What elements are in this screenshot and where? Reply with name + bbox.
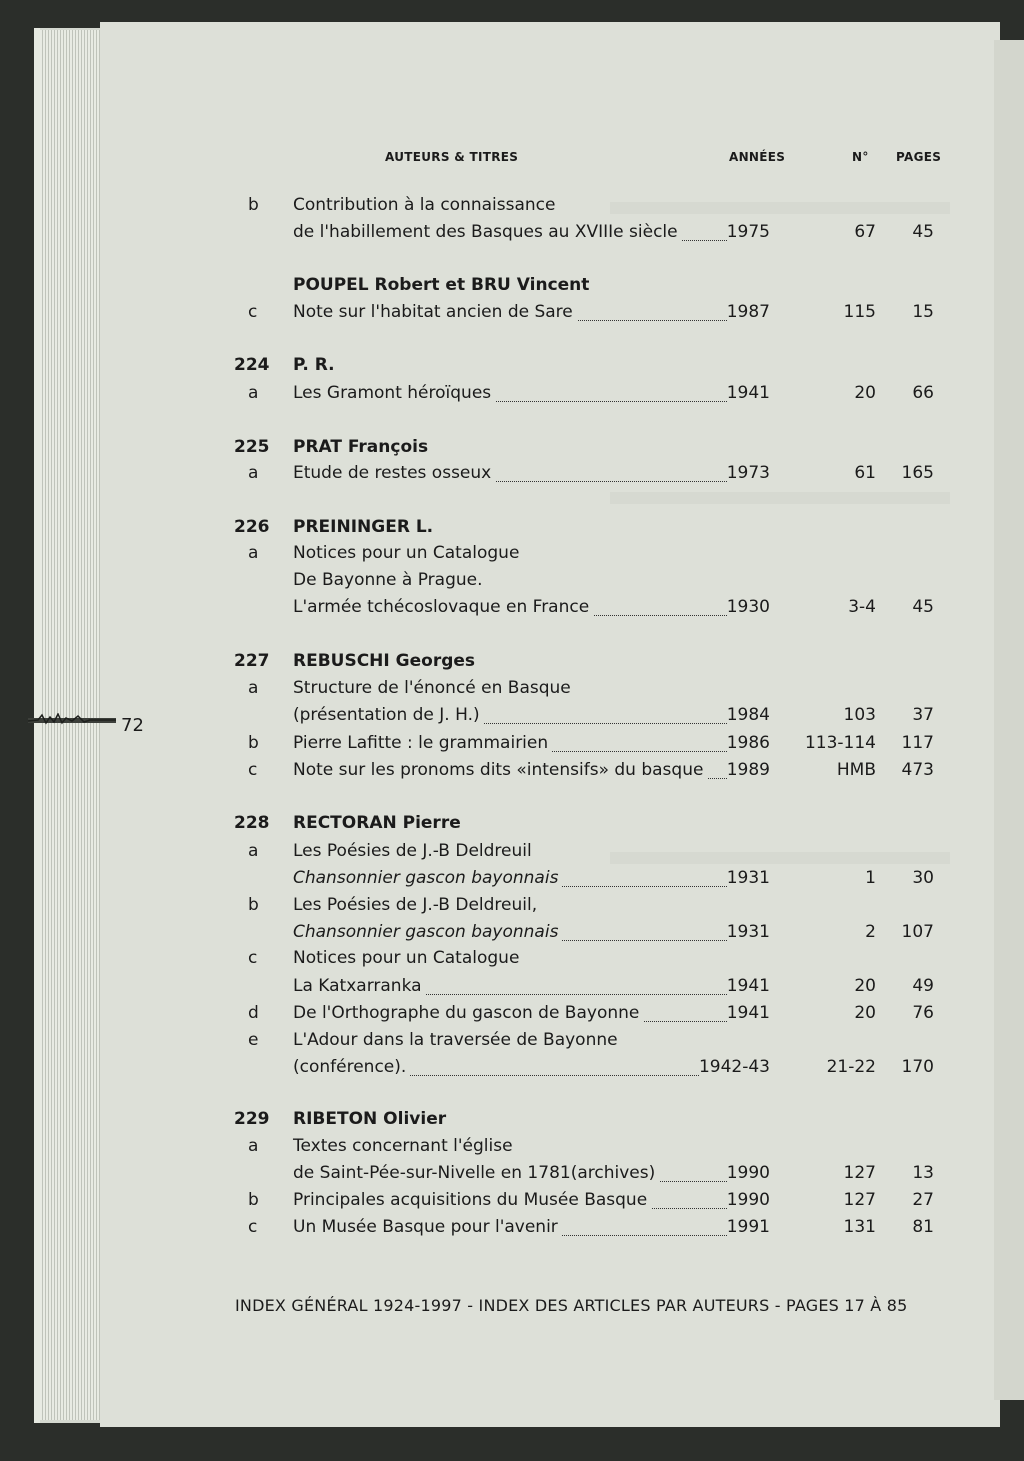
entry-number: 229 (234, 1109, 270, 1129)
header-number: N° (852, 150, 869, 164)
publication-year: 1941 (727, 1003, 774, 1023)
entry-letter: c (248, 302, 258, 322)
bleed-through-text (610, 492, 950, 504)
entry-letter: b (248, 733, 259, 753)
article-title: Structure de l'énoncé en Basque (293, 678, 575, 698)
article-title: Contribution à la connaissance (293, 195, 559, 215)
issue-number: 20 (854, 1003, 876, 1023)
issue-number: 21-22 (826, 1057, 876, 1077)
entry-letter: a (248, 1136, 259, 1156)
article-title: Note sur l'habitat ancien de Sare (293, 302, 577, 322)
entry-number: 225 (234, 437, 270, 457)
index-entry (0, 1163, 1024, 1189)
issue-number: 131 (843, 1217, 876, 1237)
entry-letter: b (248, 895, 259, 915)
page-number-ref: 81 (912, 1217, 934, 1237)
page-number-ref: 165 (901, 463, 934, 483)
publication-year: 1984 (727, 705, 774, 725)
index-entry (0, 733, 1024, 759)
publication-year: 1990 (727, 1163, 774, 1183)
publication-year: 1991 (727, 1217, 774, 1237)
article-title: Principales acquisitions du Musée Basque (293, 1190, 651, 1210)
article-title: L'Adour dans la traversée de Bayonne (293, 1030, 622, 1050)
publication-year: 1941 (727, 383, 774, 403)
page-number-ref: 30 (912, 868, 934, 888)
index-entry (0, 195, 1024, 221)
page-number-ref: 45 (912, 222, 934, 242)
index-entry (0, 302, 1024, 328)
page-number-ref: 45 (912, 597, 934, 617)
page-number-ref: 76 (912, 1003, 934, 1023)
entry-letter: a (248, 678, 259, 698)
publication-year: 1990 (727, 1190, 774, 1210)
article-title: de l'habillement des Basques au XVIIIe siècle (293, 222, 682, 242)
index-entry (0, 463, 1024, 489)
article-title: Les Poésies de J.-B Deldreuil, (293, 895, 541, 915)
page-number-ref: 66 (912, 383, 934, 403)
publication-year: 1986 (727, 733, 774, 753)
index-entry (0, 895, 1024, 921)
entry-letter: b (248, 1190, 259, 1210)
index-entry (0, 275, 1024, 301)
article-title: Etude de restes osseux (293, 463, 495, 483)
entry-number: 228 (234, 813, 270, 833)
author-name: PREININGER L. (293, 517, 434, 537)
article-title: de Saint-Pée-sur-Nivelle en 1781(archives) (293, 1163, 659, 1183)
article-title: Notices pour un Catalogue (293, 543, 523, 563)
publication-year: 1987 (727, 302, 774, 322)
author-name: REBUSCHI Georges (293, 651, 476, 671)
author-name: RIBETON Olivier (293, 1109, 447, 1129)
index-entry (0, 922, 1024, 948)
publication-year: 1989 (727, 760, 774, 780)
header-pages: PAGES (896, 150, 942, 164)
article-title: De l'Orthographe du gascon de Bayonne (293, 1003, 643, 1023)
article-title: Les Poésies de J.-B Deldreuil (293, 841, 536, 861)
article-title: Note sur les pronoms dits «intensifs» du basque (293, 760, 707, 780)
publication-year: 1942-43 (699, 1057, 774, 1077)
header-years: ANNÉES (729, 150, 786, 164)
index-entry (0, 760, 1024, 786)
article-title: Les Gramont héroïques (293, 383, 495, 403)
author-name: POUPEL Robert et BRU Vincent (293, 275, 590, 295)
issue-number: 127 (843, 1190, 876, 1210)
entry-letter: b (248, 195, 259, 215)
author-name: PRAT François (293, 437, 429, 457)
article-title: Notices pour un Catalogue (293, 948, 523, 968)
page-number-ref: 37 (912, 705, 934, 725)
entry-letter: a (248, 463, 259, 483)
publication-year: 1930 (727, 597, 774, 617)
issue-number: 3-4 (848, 597, 876, 617)
page-number-ref: 13 (912, 1163, 934, 1183)
article-title: Chansonnier gascon bayonnais (293, 868, 562, 888)
index-entry (0, 355, 1024, 381)
index-entry (0, 868, 1024, 894)
entry-letter: a (248, 543, 259, 563)
page-number: 72 (121, 715, 144, 736)
thumb-index-tab (28, 713, 116, 727)
index-entry (0, 597, 1024, 623)
entry-letter: d (248, 1003, 259, 1023)
index-entry (0, 976, 1024, 1002)
issue-number: 113-114 (804, 733, 876, 753)
index-entry (0, 1217, 1024, 1243)
publication-year: 1975 (727, 222, 774, 242)
entry-number: 226 (234, 517, 270, 537)
issue-number: 20 (854, 383, 876, 403)
issue-number: 2 (865, 922, 876, 942)
index-entry (0, 841, 1024, 867)
index-entry (0, 1190, 1024, 1216)
entry-number: 224 (234, 355, 270, 375)
article-title: (conférence). (293, 1057, 410, 1077)
publication-year: 1931 (727, 922, 774, 942)
running-footer: INDEX GÉNÉRAL 1924-1997 - INDEX DES ARTICLES PAR AUTEURS - PAGES 17 À 85 (235, 1296, 908, 1315)
issue-number: 1 (865, 868, 876, 888)
index-entry (0, 383, 1024, 409)
entry-letter: c (248, 948, 258, 968)
index-entry (0, 543, 1024, 569)
page-number-ref: 49 (912, 976, 934, 996)
article-title: (présentation de J. H.) (293, 705, 484, 725)
article-title: Textes concernant l'église (293, 1136, 517, 1156)
index-entry (0, 651, 1024, 677)
index-entry (0, 1136, 1024, 1162)
article-title: La Katxarranka (293, 976, 426, 996)
publication-year: 1931 (727, 868, 774, 888)
header-authors-titles: AUTEURS & TITRES (385, 150, 519, 164)
publication-year: 1941 (727, 976, 774, 996)
article-title: De Bayonne à Prague. (293, 570, 487, 590)
issue-number: 115 (843, 302, 876, 322)
index-entry (0, 705, 1024, 731)
article-title: L'armée tchécoslovaque en France (293, 597, 593, 617)
page-number-ref: 27 (912, 1190, 934, 1210)
index-entry (0, 517, 1024, 543)
issue-number: 67 (854, 222, 876, 242)
entry-letter: a (248, 383, 259, 403)
index-entry (0, 1030, 1024, 1056)
page-number-ref: 117 (901, 733, 934, 753)
entry-number: 227 (234, 651, 270, 671)
article-title: Un Musée Basque pour l'avenir (293, 1217, 562, 1237)
author-name: RECTORAN Pierre (293, 813, 461, 833)
entry-letter: c (248, 760, 258, 780)
index-entry (0, 813, 1024, 839)
issue-number: 61 (854, 463, 876, 483)
index-entry (0, 948, 1024, 974)
index-entry (0, 222, 1024, 248)
page-number-ref: 170 (901, 1057, 934, 1077)
publication-year: 1973 (727, 463, 774, 483)
article-title: Chansonnier gascon bayonnais (293, 922, 562, 942)
index-entry (0, 1109, 1024, 1135)
index-entry (0, 437, 1024, 463)
entry-letter: a (248, 841, 259, 861)
index-entry (0, 678, 1024, 704)
index-entry (0, 1003, 1024, 1029)
issue-number: 127 (843, 1163, 876, 1183)
entry-letter: c (248, 1217, 258, 1237)
index-entry (0, 570, 1024, 596)
issue-number: HMB (836, 760, 876, 780)
page-number-ref: 15 (912, 302, 934, 322)
page-number-ref: 473 (901, 760, 934, 780)
issue-number: 103 (843, 705, 876, 725)
issue-number: 20 (854, 976, 876, 996)
page-number-ref: 107 (901, 922, 934, 942)
entry-letter: e (248, 1030, 259, 1050)
article-title: Pierre Lafitte : le grammairien (293, 733, 552, 753)
author-name: P. R. (293, 355, 335, 375)
index-entry (0, 1057, 1024, 1083)
